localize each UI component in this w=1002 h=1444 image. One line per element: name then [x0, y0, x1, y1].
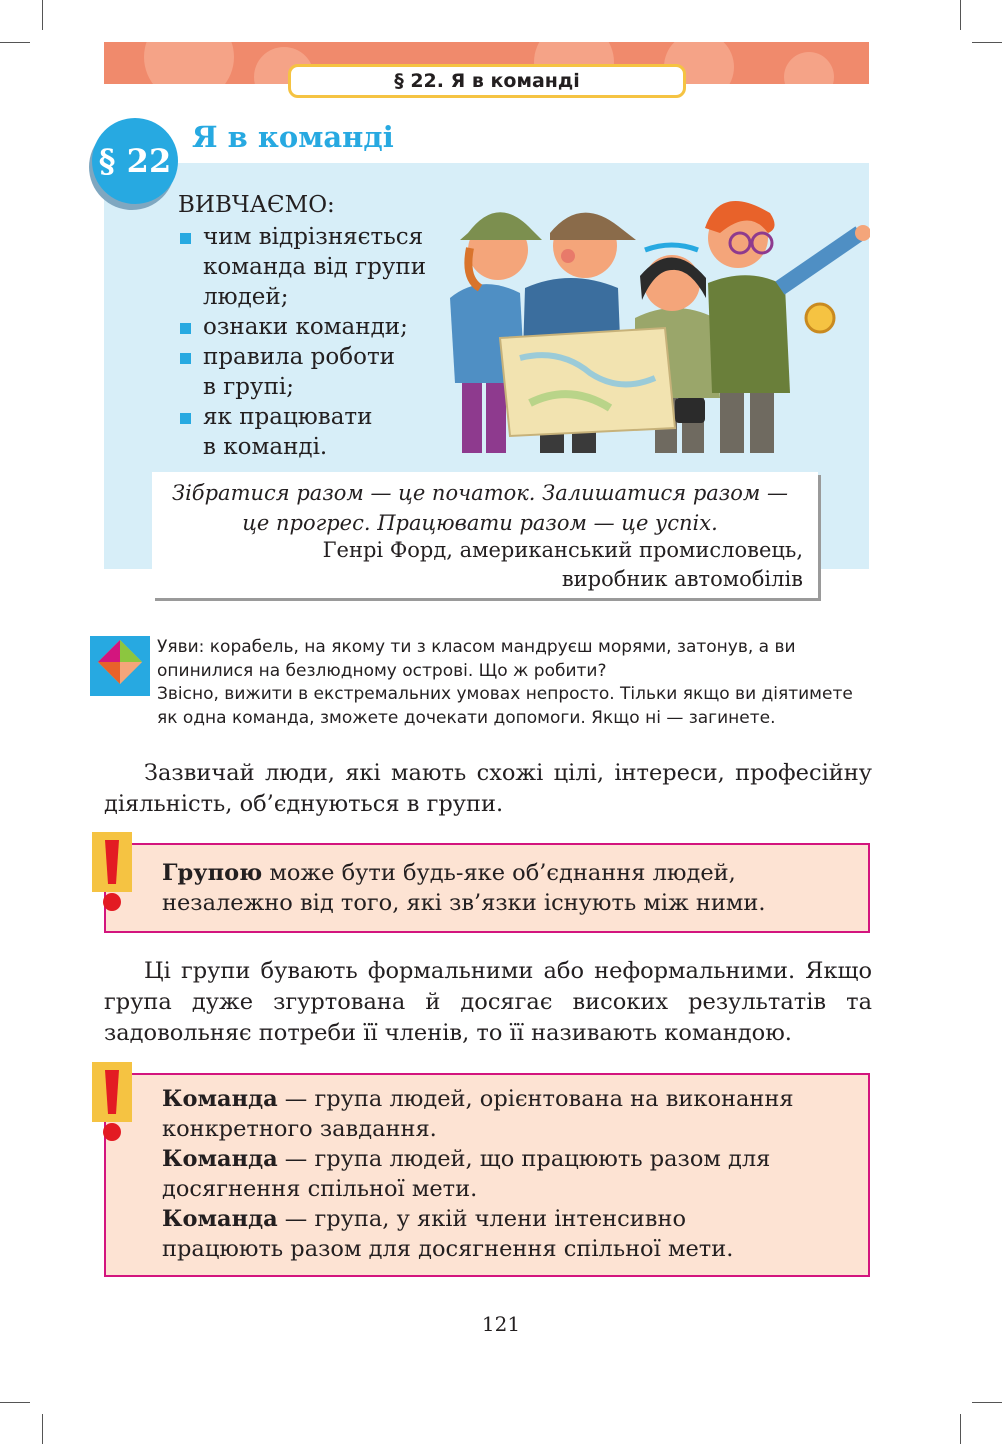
kids-with-map-illustration: [450, 188, 870, 453]
team-definition: Команда — група, у якій члени інтенсивно працюють разом для досягнення спільної мети.: [162, 1206, 734, 1262]
puzzle-icon: [90, 636, 150, 696]
learn-item: правила роботи в групі;: [178, 342, 448, 402]
definition-team-text: [162, 1084, 812, 1264]
crop-mark: [960, 0, 961, 30]
exclamation-icon: [92, 832, 132, 920]
section-badge: § 22: [92, 118, 178, 204]
quote-text: Зібратися разом — це початок. Залишатися разом — це прогрес. Працювати разом — це успіх.: [172, 481, 788, 535]
learn-item: як працювати в команді.: [178, 402, 448, 462]
crop-mark: [0, 1402, 30, 1403]
section-title: Я в команді: [192, 120, 394, 154]
bullet-square-icon: [180, 413, 191, 424]
learn-heading: ВИВЧАЄМО:: [178, 192, 335, 218]
crop-mark: [960, 1414, 961, 1444]
paragraph-1: Зазвичай люди, які мають схожі цілі, інтереси, професійну діяльність, об’єднуються в групи.: [104, 760, 872, 817]
running-head: § 22. Я в команді: [288, 64, 686, 98]
learn-list: [178, 222, 448, 462]
page-number: 121: [481, 1312, 521, 1336]
crop-mark: [972, 1402, 1002, 1403]
bullet-square-icon: [180, 323, 191, 334]
exclamation-icon: [92, 1062, 132, 1150]
crop-mark: [42, 1414, 43, 1444]
quote-author: Генрі Форд, американський промисловець, виробник автомобілів: [322, 538, 803, 591]
team-definition: Команда — група людей, орієнтована на виконання конкретного завдання.: [162, 1086, 794, 1142]
learn-item: чим відрізняється команда від групи людей;: [178, 222, 448, 312]
paragraph-2: Ці групи бувають формальними або неформальними. Якщо група дуже згуртована й досягає високих результатів та задовольняє потреби її членів, то її називають командою.: [104, 958, 872, 1046]
crop-mark: [0, 42, 30, 43]
team-definition: Команда — група людей, що працюють разом для досягнення спільної мети.: [162, 1146, 771, 1202]
crop-mark: [972, 42, 1002, 43]
bullet-square-icon: [180, 353, 191, 364]
definition-group-text: Групою може бути будь-яке об’єднання людей, незалежно від того, які зв’язки існують між ними.: [162, 860, 766, 916]
bullet-square-icon: [180, 233, 191, 244]
learn-item: ознаки команди;: [178, 312, 448, 342]
scenario-text: Уяви: корабель, на якому ти з класом мандруєш морями, затонув, а ви опинилися на безлюдному острові. Що ж робити? Звісно, вижити в екстремальних умовах непросто. Тільки якщо ви діятимете як одна команда, зможете дочекати допомоги. Якщо ні — загинете.: [157, 637, 853, 728]
crop-mark: [42, 0, 43, 30]
